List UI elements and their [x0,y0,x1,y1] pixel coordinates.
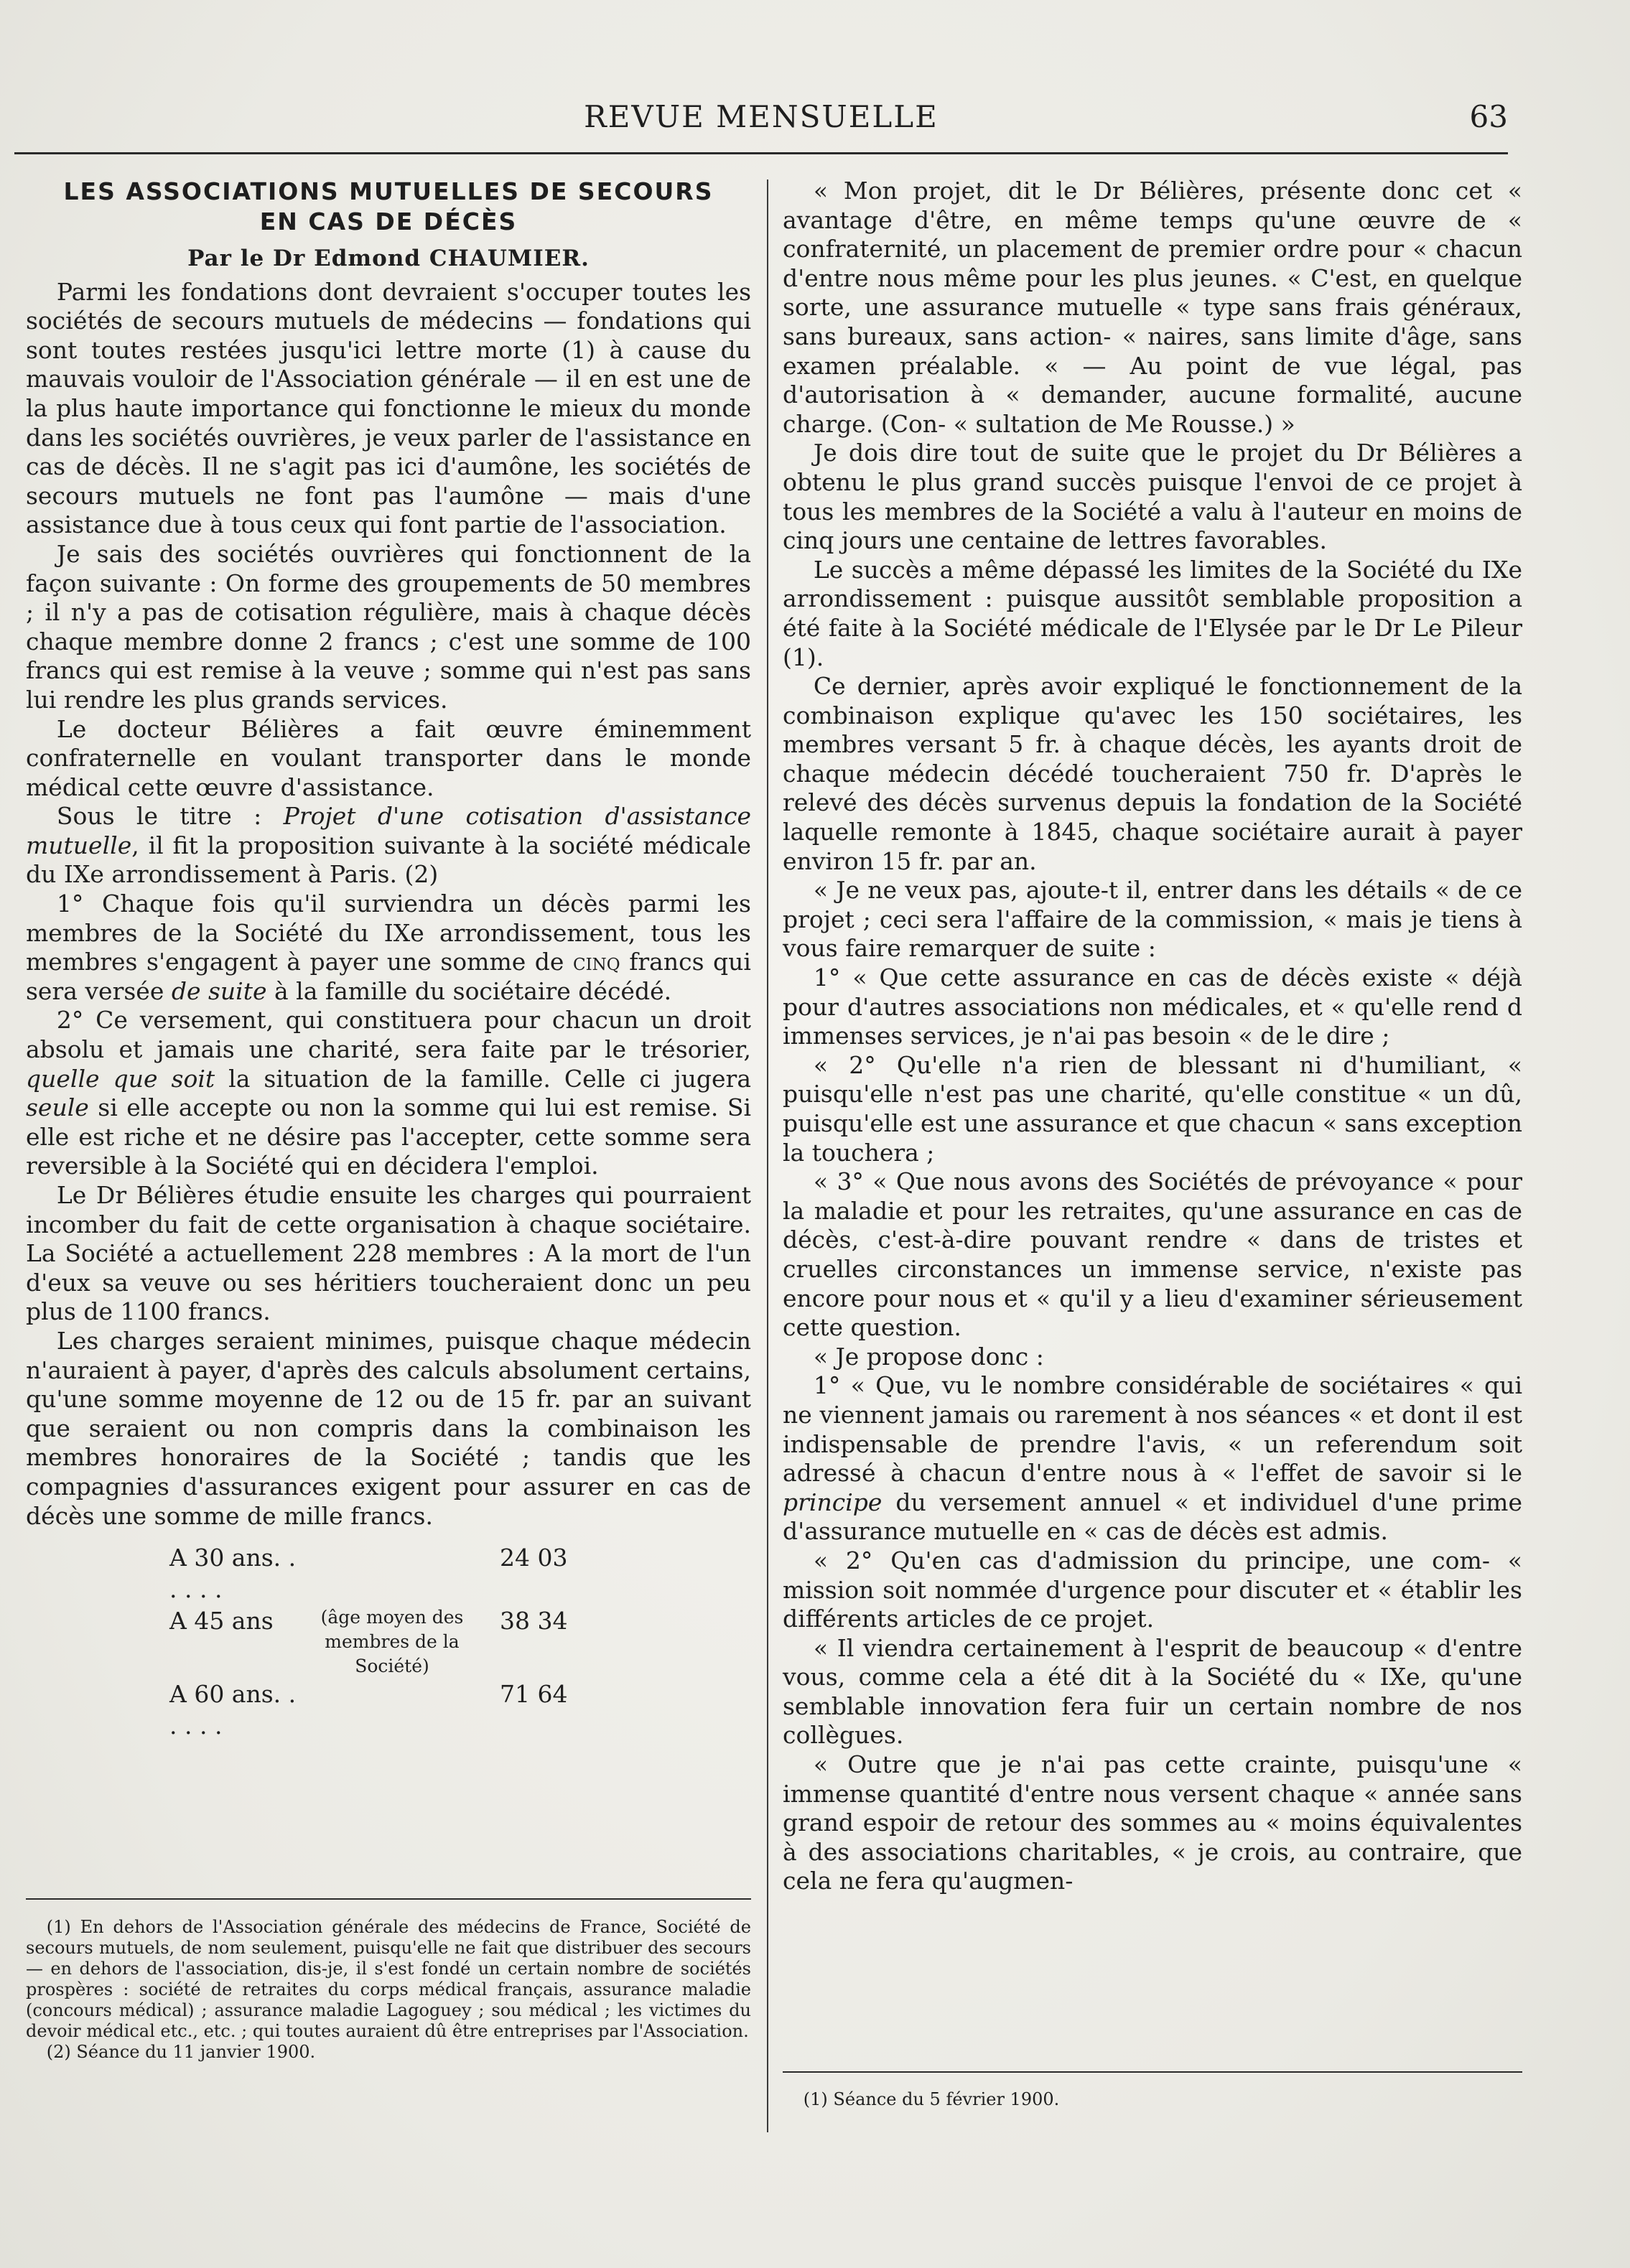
text-run: francs qui sera versée [26,948,751,1005]
text-run: 1° Chaque fois qu'il surviendra un décès parmi les membres de la Société du IXe arrondissement, tous les membres s'engagent à payer une somme de [26,890,751,976]
italic-text: quelle que soit [26,1064,215,1093]
paragraph [26,802,751,890]
paragraph: « Je ne veux pas, ajoute-t il, entrer dans les détails « de ce projet ; ceci sera l'affaire de la commission, « mais je tiens à vous faire remarquer de suite : [783,876,1522,963]
rate-table [26,1542,751,1742]
footnote: (1) En dehors de l'Association générale des médecins de France, Société de secours mutuels, de nom seulement, puisqu'elle ne fait que distribuer des secours — en dehors de l'association, dis-je, il s'est fondé un certain nombre de sociétés prospères : société de retraites du corps médical français, assurance maladie (concours médical) ; assurance maladie Lagoguey ; sou médical ; les victimes du devoir médical etc., etc. ; qui toutes auraient dû être entreprises par l'Association. [26,1917,751,2041]
paragraph: « Mon projet, dit le Dr Bélières, présente donc cet « avantage d'être, en même temps qu'une œuvre de « confraternité, un placement de premier ordre pour « chacun d'entre nous même pour les plus jeunes. « C'est, en quelque sorte, une assurance mutuelle « type sans frais généraux, sans bureaux, sans action- « naires, sans limite d'âge, sans examen préalable. « — Au point de vue légal, pas d'autorisation à « demander, aucune formalité, aucune charge. (Con- « sultation de Me Rousse.) » [783,177,1522,438]
paragraph: « Je propose donc : [813,1342,1044,1371]
rate-amount: 71 64 [500,1680,568,1709]
page-number: 63 [1469,99,1508,134]
paragraph: Le Dr Bélières étudie ensuite les charges qui pourraient incomber du fait de cette organisation à chaque sociétaire. La Société a actuellement 228 membres : A la mort de l'un d'eux sa veuve ou ses héritiers toucheraient donc un peu plus de 1100 francs. [26,1181,751,1326]
paragraph: Parmi les fondations dont devraient s'occuper toutes les sociétés de secours mutuels de médecins — fondations qui sont toutes restées jusqu'ici lettre morte (1) à cause du mauvais vouloir de l'Association générale — il en est une de la plus haute importance qui fonctionne le mieux du monde dans les sociétés ouvrières, je veux parler de l'assistance en cas de décès. Il ne s'agit pas ici d'aumône, les sociétés de secours mutuels ne font pas l'aumône — mais d'une assistance due à tous ceux qui font partie de l'association. [26,277,751,539]
footnote: (1) Séance du 5 février 1900. [803,2089,1060,2109]
paragraph: Ce dernier, après avoir expliqué le fonctionnement de la combinaison explique qu'avec les 150 sociétaires, les membres versant 5 fr. à chaque décès, les ayants droit de chaque médecin décédé toucheraient 750 fr. D'après le relevé des décès survenus depuis la fondation de la Société laquelle remonte à 1845, chaque sociétaire aurait à payer environ 15 fr. par an. [783,672,1522,875]
paragraph: « 3° « Que nous avons des Sociétés de prévoyance « pour la maladie et pour les retraites, qu'une assurance en cas de décès, c'est-à-dire pouvant rendre « dans de tristes et cruelles circonstances un immense service, n'existe pas encore pour nous et « qu'il y a lieu d'examiner sérieusement cette question. [783,1167,1522,1342]
paragraph: « 2° Qu'en cas d'admission du principe, une com- « mission soit nommée d'urgence pour discuter et « établir les différents articles de ce projet. [783,1546,1522,1633]
rate-row [26,1679,751,1742]
text-run: , il fit la proposition suivante à la société médicale du IXe arrondissement à Paris. (2) [26,831,751,889]
italic-text: seule [26,1093,89,1122]
footnote-rule-left [26,1898,751,1900]
rate-age: A 45 ans [169,1607,274,1635]
column-divider [767,179,768,2132]
paragraph: 1° « Que cette assurance en cas de décès existe « déjà pour d'autres associations non médicales, et « qu'elle rend d immenses services, je n'ai pas besoin « de le dire ; [783,963,1522,1050]
article-byline: Par le Dr Edmond CHAUMIER. [187,246,590,271]
paragraph: Le docteur Bélières a fait œuvre éminemment confraternelle en voulant transporter dans le monde médical cette œuvre d'assistance. [26,714,751,801]
small-caps-text: cinq [572,948,620,976]
text-run: Sous le titre : [56,802,284,831]
footnote-rule-right [783,2071,1522,2073]
article-title-line1: LES ASSOCIATIONS MUTUELLES DE SECOURS [63,177,714,205]
journal-title: REVUE MENSUELLE [584,99,939,134]
footnotes-right [783,2089,1522,2110]
paragraph: « 2° Qu'elle n'a rien de blessant ni d'humiliant, « puisqu'elle n'est pas une charité, qu'elle constitue « un dû, puisqu'elle est une assurance et que chacun « sans exception la touchera ; [783,1050,1522,1167]
paragraph [783,1371,1522,1546]
footnote: (2) Séance du 11 janvier 1900. [46,2042,316,2062]
article-title [26,177,751,237]
left-column [26,177,751,1747]
rate-amount: 38 34 [500,1607,568,1635]
rate-amount: 24 03 [500,1544,568,1572]
header-rule [14,152,1508,154]
italic-text: de suite [171,976,267,1005]
article-title-line2: EN CAS DE DÉCÈS [259,207,518,235]
text-run: 2° Ce versement, qui constituera pour chacun un droit absolu et jamais une charité, sera faite par le trésorier, [26,1006,751,1064]
paragraph: Je dois dire tout de suite que le projet du Dr Bélières a obtenu le plus grand succès puisque l'envoi de ce projet à tous les membres de la Société a valu à l'auteur en moins de cinq jours une centaine de lettres favorables. [783,439,1522,555]
text-run: la situation de la famille. Celle ci jugera [215,1064,751,1093]
paragraph: Le succès a même dépassé les limites de la Société du IXe arrondissement : puisque aussitôt semblable proposition a été faite à la Société médicale de l'Elysée par le Dr Le Pileur (1). [783,555,1522,671]
paragraph [26,1006,751,1181]
text-run: à la famille du sociétaire décédé. [266,976,672,1005]
rate-row [26,1605,751,1679]
paragraph [26,890,751,1006]
paragraph: « Il viendra certainement à l'esprit de beaucoup « d'entre vous, comme cela a été dit à la Société du « IXe, qu'une semblable innovation fera fuir un certain nombre de nos collègues. [783,1633,1522,1750]
right-column [783,177,1522,1896]
rate-age: A 60 ans. . . . . . [169,1680,297,1740]
rate-age: A 30 ans. . . . . . [169,1544,297,1604]
text-run: 1° « Que, vu le nombre considérable de sociétaires « qui ne viennent jamais ou rarement à nos séances « et dont il est indispensable de prendre l'avis, « un referendum soit adressé à chacun d'entre nous à « l'effet de savoir si le [783,1371,1522,1488]
paragraph: « Outre que je n'ai pas cette crainte, puisqu'une « immense quantité d'entre nous versent chaque « année sans grand espoir de retour des sommes au « moins équivalentes à des associations charitables, « je crois, au contraire, que cela ne fera qu'augmen- [783,1750,1522,1895]
italic-title: Projet d'une cotisation d'assistance mutuelle [26,802,751,859]
footnotes-left [26,1917,751,2063]
rate-row [26,1542,751,1605]
paragraph: Je sais des sociétés ouvrières qui fonctionnent de la façon suivante : On forme des groupements de 50 membres ; il n'y a pas de cotisation régulière, mais à chaque décès chaque membre donne 2 francs ; c'est une somme de 100 francs qui est remise à la veuve ; somme qui n'est pas sans lui rendre les plus grands services. [26,539,751,714]
rate-note: (âge moyen des membres de la Société) [320,1607,464,1677]
text-run: du versement annuel « et individuel d'une prime d'assurance mutuelle en « cas de décès est admis. [783,1488,1522,1546]
running-header [14,99,1508,142]
paragraph: Les charges seraient minimes, puisque chaque médecin n'auraient à payer, d'après des calculs absolument certains, qu'une somme moyenne de 12 ou de 15 fr. par an suivant que seraient ou non compris dans la combinaison les membres honoraires de la Société ; tandis que les compagnies d'assurances exigent pour assurer en cas de décès une somme de mille francs. [26,1326,751,1530]
text-run: si elle accepte ou non la somme qui lui est remise. Si elle est riche et ne désire pas l'accepter, cette somme sera reversible à la Société qui en décidera l'emploi. [26,1093,751,1180]
italic-text: principe [783,1488,882,1516]
